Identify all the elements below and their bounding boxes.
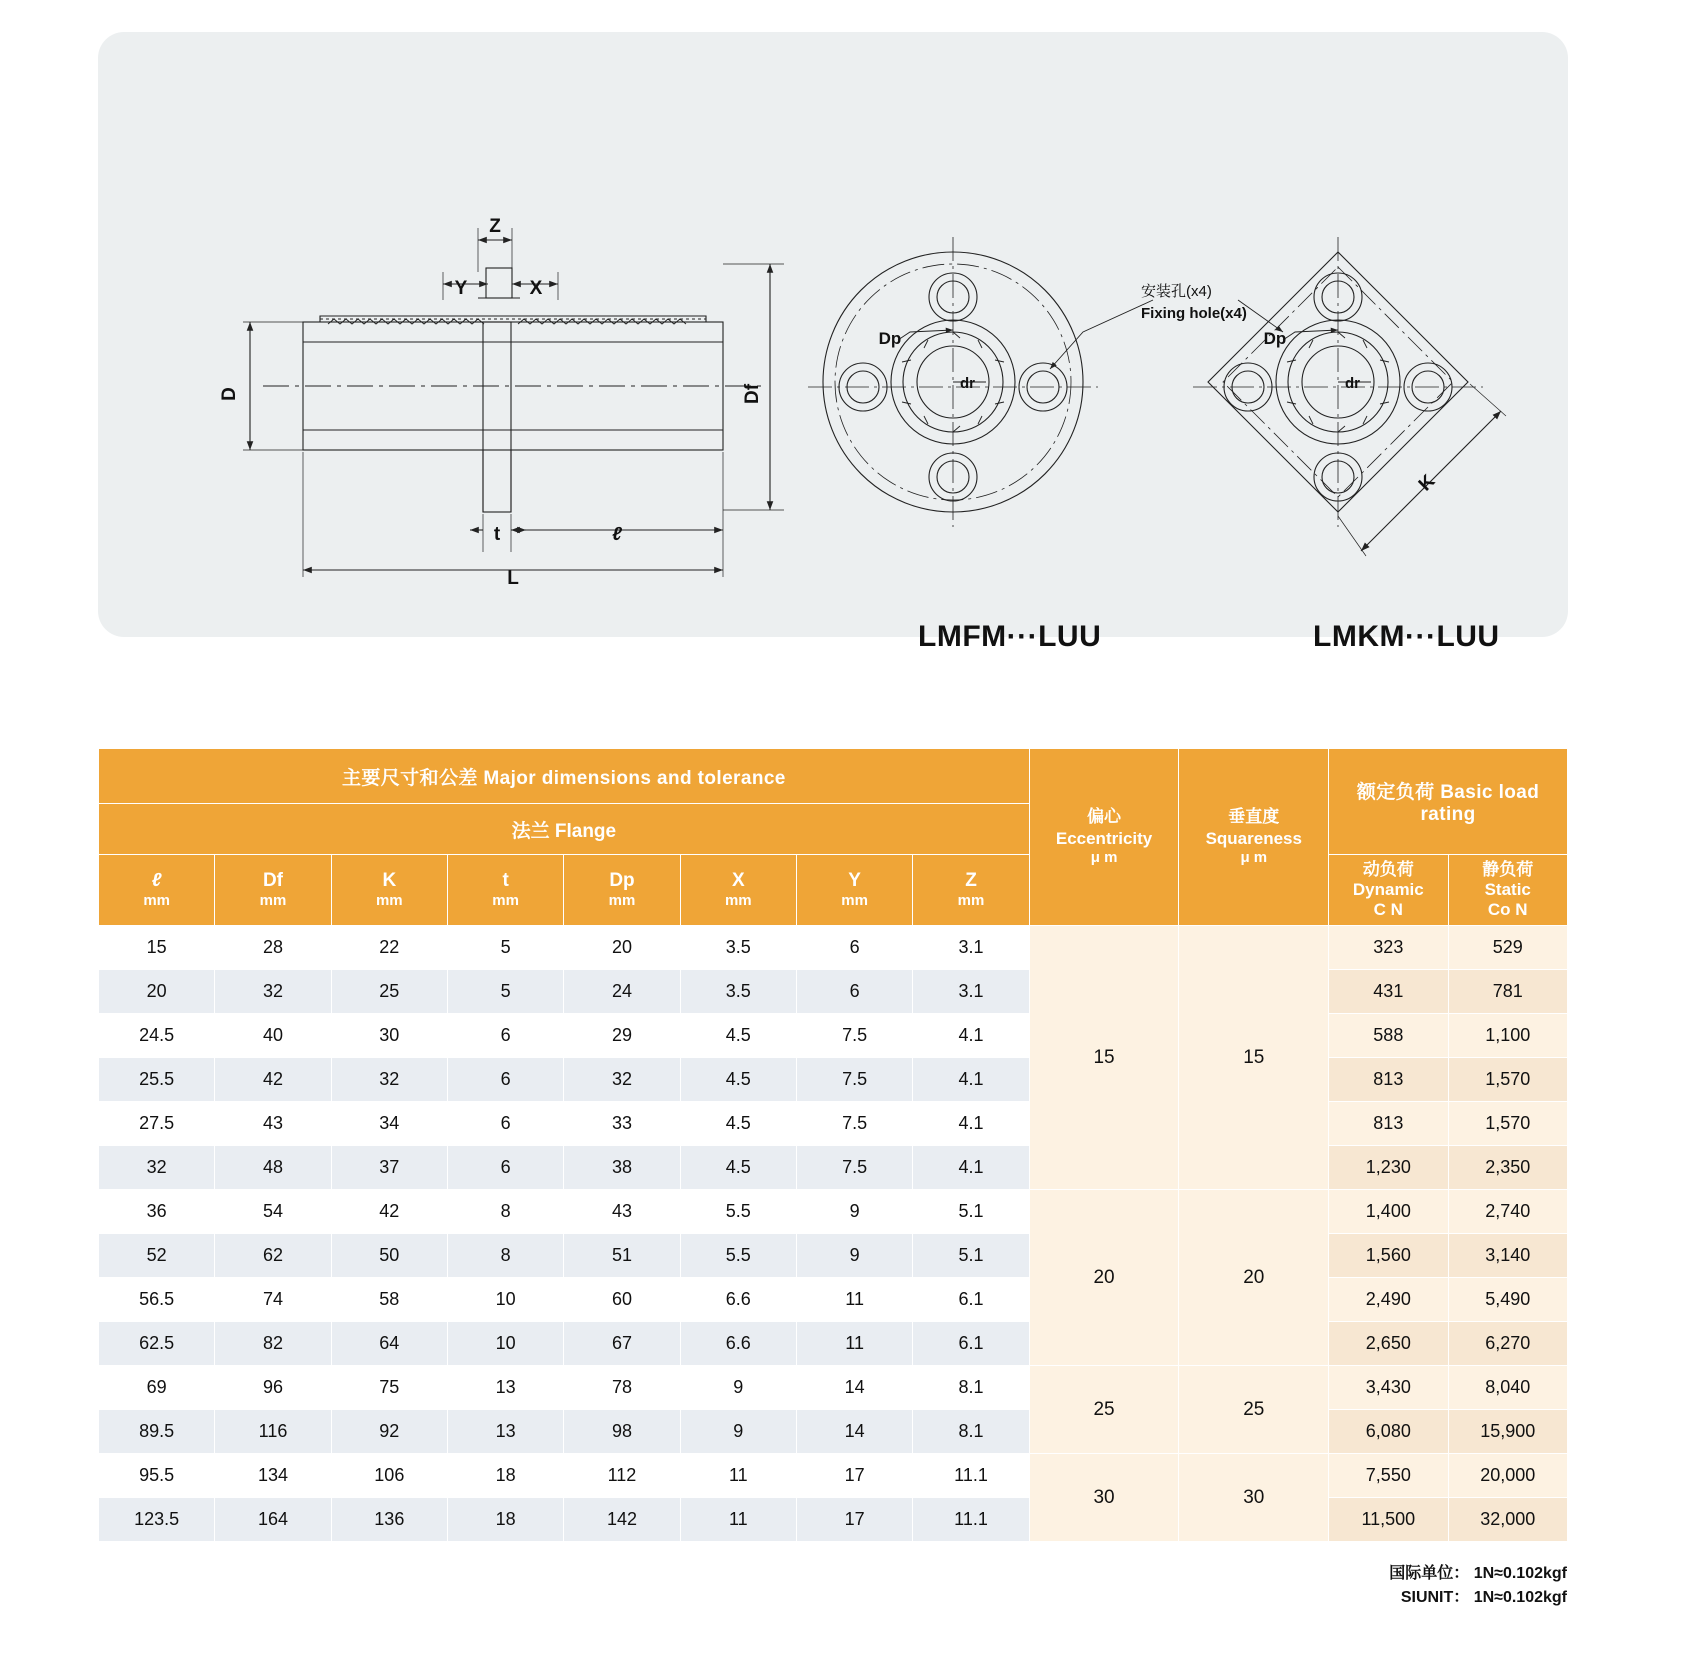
cell-k: 32 xyxy=(331,1058,447,1102)
cell-l: 15 xyxy=(99,926,215,970)
table-row xyxy=(99,1058,1568,1102)
dim-label-k: K xyxy=(1414,470,1440,496)
cell-l: 32 xyxy=(99,1146,215,1190)
cell-df: 32 xyxy=(215,970,331,1014)
cell-y: 9 xyxy=(796,1190,912,1234)
cell-t: 6 xyxy=(447,1014,563,1058)
cell-dynamic-load: 813 xyxy=(1329,1058,1448,1102)
header-col-y-sym: Y xyxy=(848,869,861,891)
table-row xyxy=(99,1234,1568,1278)
cell-x: 9 xyxy=(680,1366,796,1410)
cell-y: 7.5 xyxy=(796,1058,912,1102)
part-label-lmfm: LMFM···LUU xyxy=(918,620,1102,653)
cell-k: 64 xyxy=(331,1322,447,1366)
cell-df: 134 xyxy=(215,1454,331,1498)
dim-label-t: t xyxy=(493,524,501,545)
dim-label-dp-square: Dp xyxy=(1263,329,1287,348)
header-col-l-unit: mm xyxy=(143,892,170,910)
cell-y: 11 xyxy=(796,1278,912,1322)
header-col-dp xyxy=(564,855,680,926)
cell-k: 25 xyxy=(331,970,447,1014)
header-col-dynamic-en: Dynamic xyxy=(1352,879,1424,899)
cell-dynamic-load: 3,430 xyxy=(1329,1366,1448,1410)
cell-k: 34 xyxy=(331,1102,447,1146)
cell-eccentricity: 15 xyxy=(1029,926,1179,1190)
cell-y: 7.5 xyxy=(796,1014,912,1058)
cell-dynamic-load: 1,560 xyxy=(1329,1234,1448,1278)
cell-x: 5.5 xyxy=(680,1190,796,1234)
diagram-panel xyxy=(98,32,1568,653)
table-body xyxy=(99,926,1568,1542)
cell-t: 13 xyxy=(447,1410,563,1454)
header-col-x-sym: X xyxy=(731,869,745,891)
header-col-l xyxy=(99,855,215,926)
cell-dynamic-load: 323 xyxy=(1329,926,1448,970)
header-eccentricity xyxy=(1029,749,1179,926)
cell-static-load: 8,040 xyxy=(1448,1366,1568,1410)
cell-t: 6 xyxy=(447,1102,563,1146)
cell-static-load: 1,570 xyxy=(1448,1102,1568,1146)
header-col-df-sym: Df xyxy=(262,869,284,891)
cell-l: 62.5 xyxy=(99,1322,215,1366)
cell-t: 10 xyxy=(447,1278,563,1322)
header-col-static-unit: Co N xyxy=(1487,900,1528,920)
cell-t: 6 xyxy=(447,1058,563,1102)
header-squareness-unit: μ m xyxy=(1240,848,1268,866)
cell-squareness: 30 xyxy=(1179,1454,1329,1542)
cell-static-load: 6,270 xyxy=(1448,1322,1568,1366)
cell-k: 75 xyxy=(331,1366,447,1410)
table-row xyxy=(99,1190,1568,1234)
dim-label-l-small: ℓ xyxy=(612,524,622,545)
header-col-dynamic-unit: C N xyxy=(1373,900,1403,920)
header-flange: 法兰 Flange xyxy=(99,804,1030,855)
header-col-df xyxy=(215,855,331,926)
cell-dynamic-load: 431 xyxy=(1329,970,1448,1014)
cell-dp: 60 xyxy=(564,1278,680,1322)
cell-df: 43 xyxy=(215,1102,331,1146)
cell-z: 4.1 xyxy=(913,1102,1029,1146)
dim-label-y: Y xyxy=(454,278,468,299)
header-basic-load-rating xyxy=(1329,749,1568,855)
cell-z: 4.1 xyxy=(913,1058,1029,1102)
cell-l: 27.5 xyxy=(99,1102,215,1146)
header-col-dynamic xyxy=(1329,855,1448,926)
cell-t: 13 xyxy=(447,1366,563,1410)
cell-dynamic-load: 6,080 xyxy=(1329,1410,1448,1454)
footnote xyxy=(1389,1562,1567,1610)
cell-df: 82 xyxy=(215,1322,331,1366)
header-major-dimensions: 主要尺寸和公差 Major dimensions and tolerance xyxy=(99,749,1030,804)
cell-dp: 32 xyxy=(564,1058,680,1102)
cell-x: 6.6 xyxy=(680,1278,796,1322)
fixing-hole-callout-cn: 安装孔(x4) xyxy=(1141,283,1212,300)
header-col-x xyxy=(680,855,796,926)
cell-l: 89.5 xyxy=(99,1410,215,1454)
cell-l: 95.5 xyxy=(99,1454,215,1498)
cell-l: 25.5 xyxy=(99,1058,215,1102)
cell-z: 4.1 xyxy=(913,1014,1029,1058)
table-row xyxy=(99,970,1568,1014)
table-row xyxy=(99,1278,1568,1322)
footnote-line-1: 国际单位： 1N≈0.102kgf xyxy=(1389,1565,1567,1582)
cell-dp: 78 xyxy=(564,1366,680,1410)
cell-t: 18 xyxy=(447,1498,563,1542)
header-col-static-en: Static xyxy=(1484,879,1531,899)
cell-dp: 33 xyxy=(564,1102,680,1146)
header-squareness xyxy=(1179,749,1329,926)
cell-x: 11 xyxy=(680,1454,796,1498)
cell-df: 164 xyxy=(215,1498,331,1542)
cell-x: 4.5 xyxy=(680,1146,796,1190)
cell-static-load: 2,350 xyxy=(1448,1146,1568,1190)
cell-t: 8 xyxy=(447,1234,563,1278)
header-col-dp-unit: mm xyxy=(608,892,636,910)
table-row xyxy=(99,1014,1568,1058)
header-load-en: Basic load rating xyxy=(1420,782,1540,825)
cell-y: 17 xyxy=(796,1454,912,1498)
cell-df: 116 xyxy=(215,1410,331,1454)
cell-l: 69 xyxy=(99,1366,215,1410)
cell-k: 136 xyxy=(331,1498,447,1542)
dim-label-dp-round: Dp xyxy=(878,329,902,348)
cell-k: 22 xyxy=(331,926,447,970)
header-squareness-en: Squareness xyxy=(1205,828,1302,848)
header-col-y xyxy=(796,855,912,926)
header-col-z-sym: Z xyxy=(965,869,977,891)
table-row xyxy=(99,1410,1568,1454)
cell-static-load: 32,000 xyxy=(1448,1498,1568,1542)
header-col-y-unit: mm xyxy=(841,892,868,910)
cell-dp: 142 xyxy=(564,1498,680,1542)
cell-dp: 38 xyxy=(564,1146,680,1190)
cell-z: 8.1 xyxy=(913,1366,1029,1410)
header-eccentricity-en: Eccentricity xyxy=(1055,828,1153,848)
cell-z: 6.1 xyxy=(913,1322,1029,1366)
header-col-static xyxy=(1448,855,1568,926)
header-load-cn: 额定负荷 xyxy=(1356,782,1435,803)
cell-static-load: 1,570 xyxy=(1448,1058,1568,1102)
cell-z: 5.1 xyxy=(913,1234,1029,1278)
cell-eccentricity: 30 xyxy=(1029,1454,1179,1542)
cell-k: 50 xyxy=(331,1234,447,1278)
dim-label-x: X xyxy=(529,278,543,299)
cell-dp: 112 xyxy=(564,1454,680,1498)
cell-y: 14 xyxy=(796,1410,912,1454)
cell-k: 58 xyxy=(331,1278,447,1322)
cell-dp: 67 xyxy=(564,1322,680,1366)
header-eccentricity-unit: μ m xyxy=(1090,848,1118,866)
header-col-t-unit: mm xyxy=(492,892,519,910)
part-label-lmkm: LMKM···LUU xyxy=(1313,620,1500,653)
header-col-dp-sym: Dp xyxy=(609,869,635,891)
header-col-l-sym: ℓ xyxy=(151,869,162,891)
header-col-z-unit: mm xyxy=(957,892,985,910)
cell-df: 28 xyxy=(215,926,331,970)
table-row xyxy=(99,1102,1568,1146)
cell-z: 11.1 xyxy=(913,1454,1029,1498)
cell-z: 3.1 xyxy=(913,926,1029,970)
header-col-z xyxy=(913,855,1029,926)
table-row xyxy=(99,1322,1568,1366)
header-col-x-unit: mm xyxy=(724,892,752,910)
header-col-df-unit: mm xyxy=(259,892,287,910)
cell-y: 17 xyxy=(796,1498,912,1542)
header-squareness-cn: 垂直度 xyxy=(1228,807,1280,827)
cell-df: 96 xyxy=(215,1366,331,1410)
header-col-k-sym: K xyxy=(382,869,397,891)
footnote-line-2: SIUNIT： 1N≈0.102kgf xyxy=(1400,1589,1567,1606)
cell-x: 11 xyxy=(680,1498,796,1542)
cell-eccentricity: 25 xyxy=(1029,1366,1179,1454)
cell-dynamic-load: 2,490 xyxy=(1329,1278,1448,1322)
cell-k: 37 xyxy=(331,1146,447,1190)
cell-x: 4.5 xyxy=(680,1102,796,1146)
cell-x: 3.5 xyxy=(680,970,796,1014)
cell-y: 7.5 xyxy=(796,1146,912,1190)
specification-table-wrapper xyxy=(98,748,1568,1542)
cell-static-load: 5,490 xyxy=(1448,1278,1568,1322)
cell-x: 4.5 xyxy=(680,1014,796,1058)
cell-l: 20 xyxy=(99,970,215,1014)
cell-t: 10 xyxy=(447,1322,563,1366)
cell-l: 36 xyxy=(99,1190,215,1234)
table-row xyxy=(99,1146,1568,1190)
cell-dp: 98 xyxy=(564,1410,680,1454)
cell-z: 5.1 xyxy=(913,1190,1029,1234)
cell-eccentricity: 20 xyxy=(1029,1190,1179,1366)
cell-dp: 24 xyxy=(564,970,680,1014)
cell-static-load: 3,140 xyxy=(1448,1234,1568,1278)
bearing-technical-drawing xyxy=(98,32,1568,637)
cell-df: 48 xyxy=(215,1146,331,1190)
header-eccentricity-cn: 偏心 xyxy=(1087,807,1122,827)
dim-label-dr-round: dr xyxy=(960,375,975,392)
cell-df: 74 xyxy=(215,1278,331,1322)
cell-df: 62 xyxy=(215,1234,331,1278)
header-col-k-unit: mm xyxy=(375,892,403,910)
cell-y: 6 xyxy=(796,970,912,1014)
cell-k: 92 xyxy=(331,1410,447,1454)
dim-label-d: D xyxy=(219,387,240,401)
header-col-dynamic-cn: 动负荷 xyxy=(1362,859,1414,879)
dim-label-l-big: L xyxy=(507,568,519,589)
dim-label-df: Df xyxy=(742,383,763,405)
cell-y: 14 xyxy=(796,1366,912,1410)
cell-x: 4.5 xyxy=(680,1058,796,1102)
cell-dp: 43 xyxy=(564,1190,680,1234)
cell-y: 6 xyxy=(796,926,912,970)
header-col-t xyxy=(447,855,563,926)
cell-z: 4.1 xyxy=(913,1146,1029,1190)
cell-static-load: 781 xyxy=(1448,970,1568,1014)
dim-label-dr-square: dr xyxy=(1345,375,1360,392)
table-row xyxy=(99,1454,1568,1498)
cell-dynamic-load: 2,650 xyxy=(1329,1322,1448,1366)
cell-static-load: 20,000 xyxy=(1448,1454,1568,1498)
cell-df: 40 xyxy=(215,1014,331,1058)
cell-k: 30 xyxy=(331,1014,447,1058)
cell-dp: 29 xyxy=(564,1014,680,1058)
cell-y: 9 xyxy=(796,1234,912,1278)
cell-squareness: 20 xyxy=(1179,1190,1329,1366)
cell-dynamic-load: 1,230 xyxy=(1329,1146,1448,1190)
cell-z: 11.1 xyxy=(913,1498,1029,1542)
cell-dynamic-load: 7,550 xyxy=(1329,1454,1448,1498)
cell-squareness: 15 xyxy=(1179,926,1329,1190)
cell-dp: 20 xyxy=(564,926,680,970)
cell-z: 8.1 xyxy=(913,1410,1029,1454)
cell-k: 106 xyxy=(331,1454,447,1498)
cell-static-load: 2,740 xyxy=(1448,1190,1568,1234)
cell-k: 42 xyxy=(331,1190,447,1234)
dim-label-z: Z xyxy=(489,216,501,237)
cell-x: 6.6 xyxy=(680,1322,796,1366)
table-row xyxy=(99,1498,1568,1542)
cell-dynamic-load: 813 xyxy=(1329,1102,1448,1146)
cell-t: 18 xyxy=(447,1454,563,1498)
cell-df: 42 xyxy=(215,1058,331,1102)
cell-static-load: 1,100 xyxy=(1448,1014,1568,1058)
cell-z: 3.1 xyxy=(913,970,1029,1014)
cell-y: 7.5 xyxy=(796,1102,912,1146)
cell-dp: 51 xyxy=(564,1234,680,1278)
cell-t: 5 xyxy=(447,970,563,1014)
cell-dynamic-load: 11,500 xyxy=(1329,1498,1448,1542)
cell-x: 3.5 xyxy=(680,926,796,970)
cell-x: 5.5 xyxy=(680,1234,796,1278)
fixing-hole-callout-en: Fixing hole(x4) xyxy=(1141,305,1247,322)
specification-table xyxy=(98,748,1568,1542)
cell-x: 9 xyxy=(680,1410,796,1454)
cell-t: 8 xyxy=(447,1190,563,1234)
header-col-k xyxy=(331,855,447,926)
cell-dynamic-load: 1,400 xyxy=(1329,1190,1448,1234)
cell-z: 6.1 xyxy=(913,1278,1029,1322)
cell-static-load: 15,900 xyxy=(1448,1410,1568,1454)
cell-l: 24.5 xyxy=(99,1014,215,1058)
table-header xyxy=(99,749,1568,926)
cell-l: 56.5 xyxy=(99,1278,215,1322)
table-row xyxy=(99,926,1568,970)
cell-y: 11 xyxy=(796,1322,912,1366)
cell-l: 52 xyxy=(99,1234,215,1278)
cell-static-load: 529 xyxy=(1448,926,1568,970)
cell-l: 123.5 xyxy=(99,1498,215,1542)
cell-dynamic-load: 588 xyxy=(1329,1014,1448,1058)
cell-t: 5 xyxy=(447,926,563,970)
cell-df: 54 xyxy=(215,1190,331,1234)
cell-squareness: 25 xyxy=(1179,1366,1329,1454)
cell-t: 6 xyxy=(447,1146,563,1190)
table-row xyxy=(99,1366,1568,1410)
header-col-static-cn: 静负荷 xyxy=(1482,859,1534,879)
header-col-t-sym: t xyxy=(502,869,509,891)
